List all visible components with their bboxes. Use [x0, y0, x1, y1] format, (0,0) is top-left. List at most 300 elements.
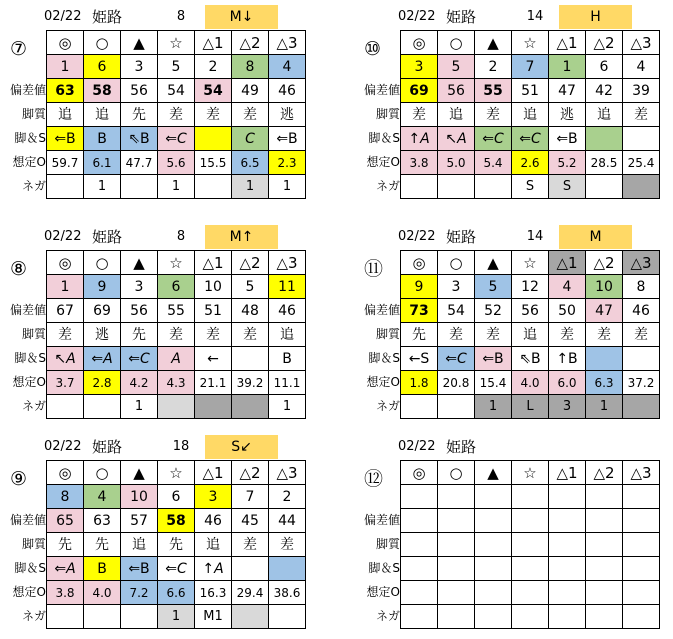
grid-cell: 55 [158, 299, 195, 323]
grid-cell: 差 [623, 323, 660, 347]
grid-cell [623, 395, 660, 419]
grid-cell: ←S [401, 347, 438, 371]
expected-odds-row [401, 371, 660, 395]
grid-cell [623, 175, 660, 199]
grid-cell: 1 [269, 175, 306, 199]
running-style-row [47, 103, 306, 127]
grid-cell: 46 [195, 509, 232, 533]
venue-name: 姫路 [92, 8, 123, 26]
grid-cell [549, 485, 586, 509]
grid-cell [623, 509, 660, 533]
race-number: 8 [176, 229, 186, 244]
grid-cell [232, 347, 269, 371]
grid-cell: 20.8 [438, 371, 475, 395]
grid-cell [84, 605, 121, 629]
grid-cell [549, 509, 586, 533]
grid-cell: △2 [586, 461, 623, 485]
grid-cell [475, 485, 512, 509]
grid-cell: 58 [84, 79, 121, 103]
grid-cell: 8 [623, 275, 660, 299]
grid-cell: ☆ [158, 461, 195, 485]
race-date: 02/22 [398, 9, 436, 24]
grid-cell: 差 [195, 323, 232, 347]
grid-cell: 逃 [84, 323, 121, 347]
row-label: 脚＆S [14, 131, 46, 145]
grid-cell: ⇐C [158, 557, 195, 581]
expected-odds-row [47, 151, 306, 175]
track-condition-badge: M↑ [205, 225, 278, 249]
grid-cell: 25.4 [623, 151, 660, 175]
race-grid [400, 460, 660, 629]
race-circled-number: ⑦ [10, 38, 28, 60]
grid-cell: ↑A [401, 127, 438, 151]
grid-cell [586, 175, 623, 199]
grid-cell: 5.6 [158, 151, 195, 175]
grid-cell: ◎ [401, 31, 438, 55]
grid-cell [438, 485, 475, 509]
grid-cell [438, 605, 475, 629]
row-label: 脚＆S [14, 351, 46, 365]
grid-cell: 6.5 [232, 151, 269, 175]
negative-row [401, 395, 660, 419]
grid-cell: 1 [47, 275, 84, 299]
grid-cell: ◎ [401, 461, 438, 485]
grid-cell [438, 175, 475, 199]
expected-odds-row [47, 581, 306, 605]
row-label: 脚質 [21, 107, 46, 121]
grid-cell: 7.2 [121, 581, 158, 605]
grid-cell [47, 395, 84, 419]
running-style-row [401, 533, 660, 557]
grid-cell [121, 605, 158, 629]
grid-cell: 差 [158, 103, 195, 127]
row-label: 偏差値 [363, 513, 400, 527]
expected-odds-row [401, 151, 660, 175]
race-circled-number: ⑨ [10, 468, 28, 490]
grid-cell: 5.4 [475, 151, 512, 175]
venue-name: 姫路 [446, 438, 477, 456]
race-panel-12 [364, 434, 664, 639]
horse-number-row [401, 55, 660, 79]
grid-cell: 42 [586, 79, 623, 103]
row-label: 偏差値 [9, 83, 46, 97]
grid-cell [232, 605, 269, 629]
grid-cell: 逃 [549, 103, 586, 127]
grid-cell: 65 [47, 509, 84, 533]
legs-speed-row [47, 557, 306, 581]
grid-cell [623, 347, 660, 371]
negative-row [47, 175, 306, 199]
grid-cell: 15.4 [475, 371, 512, 395]
grid-cell: △1 [549, 31, 586, 55]
grid-cell [84, 395, 121, 419]
race-circled-number: ⑩ [364, 38, 382, 60]
grid-cell: 先 [121, 103, 158, 127]
race-panel-7 [10, 4, 310, 209]
grid-cell: 差 [47, 323, 84, 347]
grid-cell: △2 [232, 251, 269, 275]
grid-cell [438, 395, 475, 419]
row-label: 脚質 [375, 107, 400, 121]
grid-cell [549, 605, 586, 629]
grid-cell: 先 [84, 533, 121, 557]
grid-cell [401, 175, 438, 199]
grid-cell: △2 [232, 461, 269, 485]
grid-cell: 3 [121, 275, 158, 299]
grid-cell: 1 [47, 55, 84, 79]
mark-row [47, 461, 306, 485]
grid-cell: ⇐C [438, 347, 475, 371]
row-label: ネガ [375, 399, 400, 413]
grid-cell: 28.5 [586, 151, 623, 175]
grid-cell: L [512, 395, 549, 419]
grid-cell [232, 557, 269, 581]
grid-cell: 8 [47, 485, 84, 509]
grid-cell: 4 [623, 55, 660, 79]
grid-cell: 57 [121, 509, 158, 533]
grid-cell: 47 [549, 79, 586, 103]
grid-cell [438, 557, 475, 581]
venue-name: 姫路 [92, 438, 123, 456]
grid-cell: ⇐C [512, 127, 549, 151]
grid-cell: 6.3 [586, 371, 623, 395]
grid-cell: S [549, 175, 586, 199]
grid-cell: S [512, 175, 549, 199]
grid-cell: △1 [195, 251, 232, 275]
row-label: 脚質 [375, 327, 400, 341]
grid-cell: 4 [269, 55, 306, 79]
row-label: 偏差値 [363, 83, 400, 97]
grid-cell: △3 [623, 31, 660, 55]
grid-cell [623, 533, 660, 557]
legs-speed-row [401, 127, 660, 151]
panel-header [364, 434, 664, 460]
deviation-row [401, 509, 660, 533]
grid-cell: 49 [232, 79, 269, 103]
grid-cell: ☆ [158, 251, 195, 275]
grid-cell: 52 [475, 299, 512, 323]
grid-cell [623, 485, 660, 509]
horse-number-row [47, 485, 306, 509]
grid-cell: 差 [232, 103, 269, 127]
grid-cell: 4.3 [158, 371, 195, 395]
race-panel-11 [364, 224, 664, 429]
track-condition-badge: M↓ [205, 5, 278, 29]
grid-cell [195, 395, 232, 419]
race-panel-9 [10, 434, 310, 639]
row-label: 脚＆S [368, 561, 400, 575]
grid-cell [195, 127, 232, 151]
negative-row [401, 175, 660, 199]
grid-cell: 差 [269, 533, 306, 557]
grid-cell: ○ [84, 31, 121, 55]
grid-cell [401, 395, 438, 419]
grid-cell: △3 [623, 251, 660, 275]
race-date: 02/22 [398, 439, 436, 454]
grid-cell: 48 [232, 299, 269, 323]
race-date: 02/22 [44, 9, 82, 24]
row-label: 偏差値 [9, 303, 46, 317]
running-style-row [47, 323, 306, 347]
race-panel-8 [10, 224, 310, 429]
grid-cell: 差 [232, 533, 269, 557]
grid-cell: 差 [475, 323, 512, 347]
grid-cell: 先 [401, 323, 438, 347]
grid-cell [549, 533, 586, 557]
grid-cell: 6 [586, 55, 623, 79]
grid-cell: 追 [269, 323, 306, 347]
grid-cell: ↑B [549, 347, 586, 371]
grid-cell: ⇐B [475, 347, 512, 371]
expected-odds-row [47, 371, 306, 395]
grid-cell [512, 581, 549, 605]
grid-cell [623, 581, 660, 605]
panel-header [364, 224, 664, 250]
grid-cell: 9 [84, 275, 121, 299]
grid-cell: 51 [195, 299, 232, 323]
grid-cell: 44 [269, 509, 306, 533]
grid-cell [549, 557, 586, 581]
race-date: 02/22 [398, 229, 436, 244]
row-label: 想定O [366, 375, 400, 389]
grid-cell [512, 557, 549, 581]
grid-cell: 1 [586, 395, 623, 419]
running-style-row [401, 103, 660, 127]
grid-cell: 3.8 [401, 151, 438, 175]
grid-cell [47, 175, 84, 199]
grid-cell: 逃 [269, 103, 306, 127]
mark-row [47, 31, 306, 55]
grid-cell: ○ [84, 461, 121, 485]
row-label: 偏差値 [9, 513, 46, 527]
grid-cell [586, 485, 623, 509]
grid-cell [269, 605, 306, 629]
grid-cell: ⇐C [158, 127, 195, 151]
grid-cell: ⇐A [84, 347, 121, 371]
grid-cell: 追 [512, 323, 549, 347]
grid-cell: 7 [232, 485, 269, 509]
horse-number-row [47, 55, 306, 79]
venue-name: 姫路 [446, 228, 477, 246]
grid-cell: 先 [158, 533, 195, 557]
grid-cell: △2 [232, 31, 269, 55]
grid-cell: ⇐C [121, 347, 158, 371]
grid-cell [586, 533, 623, 557]
grid-cell [586, 605, 623, 629]
grid-cell: 8 [232, 55, 269, 79]
row-label: ネガ [21, 399, 46, 413]
grid-cell: △1 [195, 461, 232, 485]
grid-cell: 6.6 [158, 581, 195, 605]
grid-cell: ○ [84, 251, 121, 275]
grid-cell: 追 [84, 103, 121, 127]
grid-cell [47, 605, 84, 629]
grid-cell: 1 [121, 395, 158, 419]
grid-cell [232, 395, 269, 419]
grid-cell: 37.2 [623, 371, 660, 395]
row-label: 脚＆S [368, 131, 400, 145]
grid-cell [512, 605, 549, 629]
deviation-row [401, 79, 660, 103]
panel-header [364, 4, 664, 30]
race-panel-10 [364, 4, 664, 209]
grid-cell: 56 [438, 79, 475, 103]
row-label: ネガ [21, 609, 46, 623]
row-label: 想定O [12, 375, 46, 389]
grid-cell [475, 509, 512, 533]
grid-cell: 21.1 [195, 371, 232, 395]
grid-cell: ◎ [47, 251, 84, 275]
grid-cell: 追 [438, 103, 475, 127]
grid-cell: 56 [121, 299, 158, 323]
deviation-row [401, 299, 660, 323]
track-condition-badge: M [559, 225, 632, 249]
grid-cell: 6.1 [84, 151, 121, 175]
negative-row [401, 605, 660, 629]
grid-cell [586, 581, 623, 605]
grid-cell [586, 127, 623, 151]
grid-cell: ▲ [475, 251, 512, 275]
grid-cell: B [269, 347, 306, 371]
grid-cell: ↑A [195, 557, 232, 581]
grid-cell: 5.0 [438, 151, 475, 175]
grid-cell: B [84, 127, 121, 151]
grid-cell: ⇐C [475, 127, 512, 151]
row-label: 偏差値 [363, 303, 400, 317]
grid-cell: 6.0 [549, 371, 586, 395]
grid-cell: 差 [438, 323, 475, 347]
row-label: ネガ [21, 179, 46, 193]
grid-cell: 4.0 [512, 371, 549, 395]
grid-cell: 16.3 [195, 581, 232, 605]
grid-cell: 4 [84, 485, 121, 509]
grid-cell [623, 557, 660, 581]
grid-cell: 1 [232, 175, 269, 199]
grid-cell [401, 581, 438, 605]
row-label: ネガ [375, 179, 400, 193]
running-style-row [47, 533, 306, 557]
mark-row [47, 251, 306, 275]
grid-cell: 73 [401, 299, 438, 323]
grid-cell: 63 [47, 79, 84, 103]
grid-cell: 11 [269, 275, 306, 299]
grid-cell [623, 127, 660, 151]
grid-cell: 先 [47, 533, 84, 557]
grid-cell [475, 581, 512, 605]
row-label: 想定O [12, 155, 46, 169]
grid-cell: 追 [121, 533, 158, 557]
negative-row [47, 605, 306, 629]
grid-cell: ⇐B [549, 127, 586, 151]
row-label: 脚質 [21, 327, 46, 341]
grid-cell: 1 [158, 175, 195, 199]
race-circled-number: ⑪ [364, 258, 384, 280]
grid-cell: 10 [586, 275, 623, 299]
grid-cell: 4.2 [121, 371, 158, 395]
grid-cell: 追 [512, 103, 549, 127]
grid-cell: 47.7 [121, 151, 158, 175]
grid-cell: 10 [121, 485, 158, 509]
grid-cell: 3.7 [47, 371, 84, 395]
grid-cell: 15.5 [195, 151, 232, 175]
grid-cell: 2 [475, 55, 512, 79]
row-label: ネガ [375, 609, 400, 623]
legs-speed-row [401, 557, 660, 581]
grid-cell: ⇐B [121, 557, 158, 581]
grid-cell [401, 605, 438, 629]
grid-cell [475, 557, 512, 581]
horse-number-row [401, 485, 660, 509]
row-label: 脚＆S [14, 561, 46, 575]
grid-cell [512, 485, 549, 509]
grid-cell: 4 [549, 275, 586, 299]
grid-cell: ▲ [475, 31, 512, 55]
grid-cell: ◎ [401, 251, 438, 275]
grid-cell: ☆ [512, 461, 549, 485]
grid-cell: 差 [158, 323, 195, 347]
grid-cell: 5 [158, 55, 195, 79]
grid-cell: 6 [158, 485, 195, 509]
panel-header [10, 434, 310, 460]
grid-cell: 3.8 [47, 581, 84, 605]
grid-cell: 51 [512, 79, 549, 103]
grid-cell: 12 [512, 275, 549, 299]
grid-cell: 2.8 [84, 371, 121, 395]
grid-cell: ⇖B [512, 347, 549, 371]
grid-cell: 4.0 [84, 581, 121, 605]
grid-cell: ☆ [512, 31, 549, 55]
mark-row [401, 251, 660, 275]
grid-cell: ⇐A [47, 557, 84, 581]
grid-cell [623, 605, 660, 629]
grid-cell: 1.8 [401, 371, 438, 395]
grid-cell: △3 [623, 461, 660, 485]
grid-cell: 59.7 [47, 151, 84, 175]
grid-cell: 6 [84, 55, 121, 79]
grid-cell [401, 557, 438, 581]
race-grid [46, 30, 306, 199]
race-circled-number: ⑧ [10, 258, 28, 280]
legs-speed-row [401, 347, 660, 371]
row-label: 脚＆S [368, 351, 400, 365]
row-label: 想定O [12, 585, 46, 599]
grid-cell [438, 581, 475, 605]
grid-cell: 2.6 [512, 151, 549, 175]
grid-cell: △2 [586, 31, 623, 55]
grid-cell [586, 509, 623, 533]
grid-cell: 58 [158, 509, 195, 533]
race-number: 18 [172, 439, 190, 454]
grid-cell: ◎ [47, 461, 84, 485]
grid-cell: 45 [232, 509, 269, 533]
grid-cell: 39 [623, 79, 660, 103]
expected-odds-row [401, 581, 660, 605]
race-circled-number: ⑫ [364, 468, 384, 490]
row-label: 脚質 [21, 537, 46, 551]
grid-cell: 55 [475, 79, 512, 103]
grid-cell: ▲ [121, 31, 158, 55]
grid-cell: 差 [195, 103, 232, 127]
grid-cell: △3 [269, 31, 306, 55]
grid-cell: 46 [623, 299, 660, 323]
grid-cell: ← [195, 347, 232, 371]
grid-cell: 差 [232, 323, 269, 347]
grid-cell: 3 [549, 395, 586, 419]
panel-header [10, 4, 310, 30]
grid-cell: △1 [195, 31, 232, 55]
race-grid [46, 460, 306, 629]
grid-cell: 追 [195, 533, 232, 557]
